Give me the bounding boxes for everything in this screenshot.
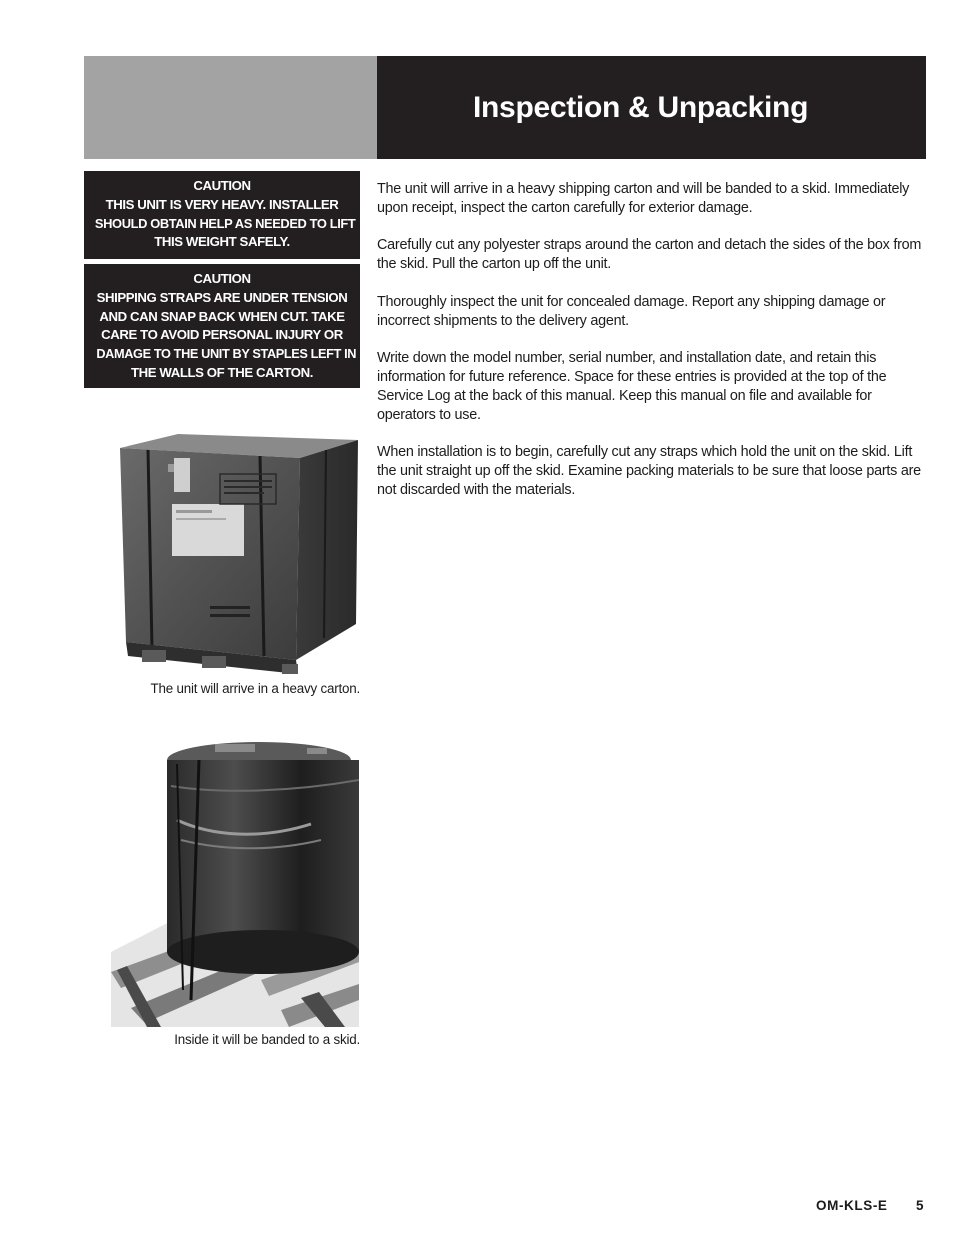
body-text: [377, 180, 922, 518]
body-paragraph: Thoroughly inspect the unit for concealed damage. Report any shipping damage or incorrect shipments to the delivery agent.: [377, 293, 886, 329]
header-gray-band: [84, 56, 377, 159]
caution-line: SHIPPING STRAPS ARE UNDER TENSION: [96, 289, 348, 305]
caution-box-shipping-straps: [84, 264, 360, 388]
caution-line: THIS WEIGHT SAFELY.: [154, 234, 290, 250]
document-code: OM-KLS-E: [816, 1198, 888, 1213]
caution-line: AND CAN SNAP BACK WHEN CUT. TAKE: [99, 308, 345, 324]
caution-heading: CAUTION: [193, 178, 251, 193]
carton-photo: [112, 428, 360, 678]
caution-line: THE WALLS OF THE CARTON.: [130, 364, 314, 380]
caution-line: CARE TO AVOID PERSONAL INJURY OR: [101, 327, 343, 343]
page-title: Inspection & Unpacking: [473, 91, 809, 124]
figure-caption: Inside it will be banded to a skid.: [174, 1032, 360, 1047]
caution-box-heavy-unit: [84, 171, 360, 259]
body-paragraph: Carefully cut any polyester straps around the carton and detach the sides of the box from the skid. Pull the carton up off the unit.: [377, 237, 922, 273]
page-number: 5: [916, 1198, 924, 1213]
figure-caption: The unit will arrive in a heavy carton.: [150, 681, 360, 696]
caution-line: THIS UNIT IS VERY HEAVY. INSTALLER: [105, 196, 339, 212]
header-dark-band: [377, 56, 926, 159]
body-paragraph: When installation is to begin, carefully cut any straps which hold the unit on the skid. Lift the unit straight up off the skid. Examine packing materials to be sure that loose parts are not discarded with the materials.: [377, 444, 921, 498]
caution-line: DAMAGE TO THE UNIT BY STAPLES LEFT IN: [96, 346, 357, 362]
body-paragraph: The unit will arrive in a heavy shipping carton and will be banded to a skid. Immediately upon receipt, inspect the carton carefully for exterior damage.: [377, 181, 910, 216]
body-paragraph: Write down the model number, serial number, and installation date, and retain this information for future reference. Space for these entries is provided at the top of the Service Log at the back of this manual. Keep this manual on file and available for operators to use.: [377, 350, 887, 423]
skid-photo: [111, 740, 359, 1027]
caution-line: SHOULD OBTAIN HELP AS NEEDED TO LIFT: [94, 215, 356, 231]
caution-heading: CAUTION: [193, 271, 251, 286]
